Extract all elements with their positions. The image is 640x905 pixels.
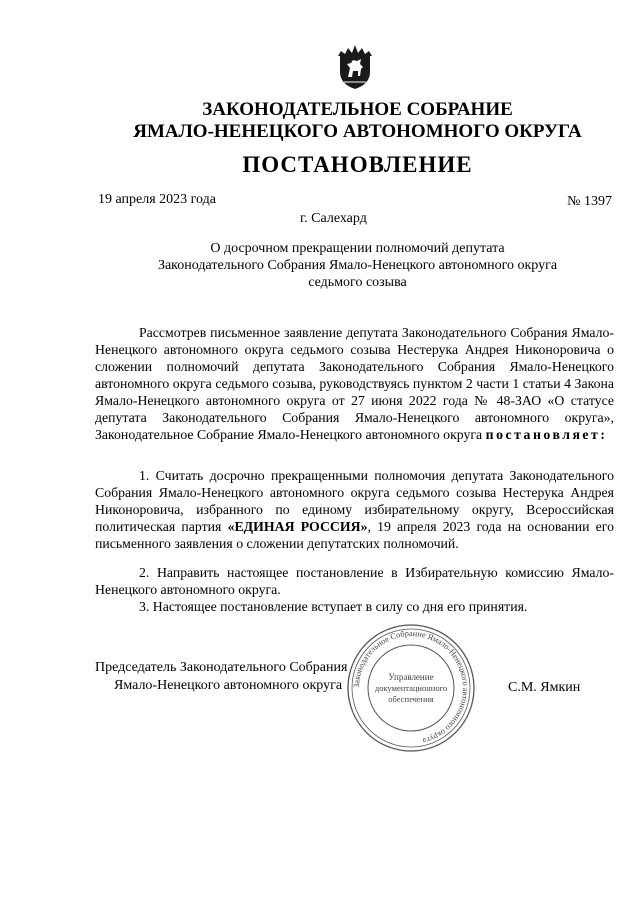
stamp-inner-line1: Управление — [388, 672, 434, 682]
coat-of-arms-icon — [336, 44, 374, 90]
signatory-name: С.М. Ямкин — [508, 680, 581, 695]
resolves-word: постановляет — [485, 427, 601, 442]
document-city: г. Салехард — [300, 211, 367, 226]
document-date: 19 апреля 2023 года — [98, 192, 216, 207]
resolution-item-1 — [95, 467, 614, 552]
resolution-item-3: 3. Настоящее постановление вступает в силу со дня его принятия. — [139, 599, 528, 614]
subject-line: О досрочном прекращении полномочий депутата — [210, 241, 505, 256]
subject-line: Законодательного Собрания Ямало-Ненецкого автономного округа — [157, 258, 558, 273]
resolves-colon: : — [600, 427, 605, 442]
document-number: № 1397 — [567, 194, 612, 209]
signatory-position-line2: Ямало-Ненецкого автономного округа — [114, 678, 343, 693]
resolution-item-2: 2. Направить настоящее постановление в Избирательную комиссию Ямало-Ненецкого автономного округа. — [95, 565, 614, 597]
subject-line: седьмого созыва — [308, 275, 407, 290]
preamble-text: Рассмотрев письменное заявление депутата Законодательного Собрания Ямало-Ненецкого автономного округа седьмого созыва Нестерука Андрея Никоноровича о сложении полномочий депутата Законодательного Собрания Ямало-Ненецкого автономного округа седьмого созыва, руководствуясь пунктом 2 части 1 статьи 4 Закона Ямало-Ненецкого автономного округа от 27 июня 2022 года № 48-ЗАО «О статусе депутата Законодательного Собрания Ямало-Ненецкого автономного округа», Законодательное Собрание Ямало-Ненецкого автономного округа — [95, 325, 614, 442]
organization-name-line2: ЯМАЛО-НЕНЕЦКОГО АВТОНОМНОГО ОКРУГА — [133, 121, 582, 142]
stamp-outer-text: Законодательное Собрание Ямало-Ненецкого автономного округа — [351, 628, 471, 746]
document-type-title: ПОСТАНОВЛЕНИЕ — [242, 152, 473, 177]
item1-text-end: , 19 апреля 2023 года на основании его письменного заявления о сложении депутатских полномочий. — [95, 519, 614, 551]
document-subject — [0, 240, 640, 291]
party-name: «ЕДИНАЯ РОССИЯ» — [227, 519, 368, 534]
item1-text-start: 1. Считать досрочно прекращенными полномочия депутата Законодательного Собрания Ямало-Ненецкого автономного округа седьмого созыва Нестерука Андрея Никоноровича, избранного по единому избирательному округу, Всероссийская политическая партия — [95, 468, 614, 534]
signatory-position-line1: Председатель Законодательного Собрания — [95, 660, 348, 675]
preamble-paragraph — [95, 324, 614, 443]
organization-name-line1: ЗАКОНОДАТЕЛЬНОЕ СОБРАНИЕ — [202, 99, 513, 120]
stamp-inner-line2: документационного — [374, 683, 448, 693]
stamp-inner-line3: обеспечения — [388, 694, 434, 704]
official-stamp — [345, 622, 477, 754]
